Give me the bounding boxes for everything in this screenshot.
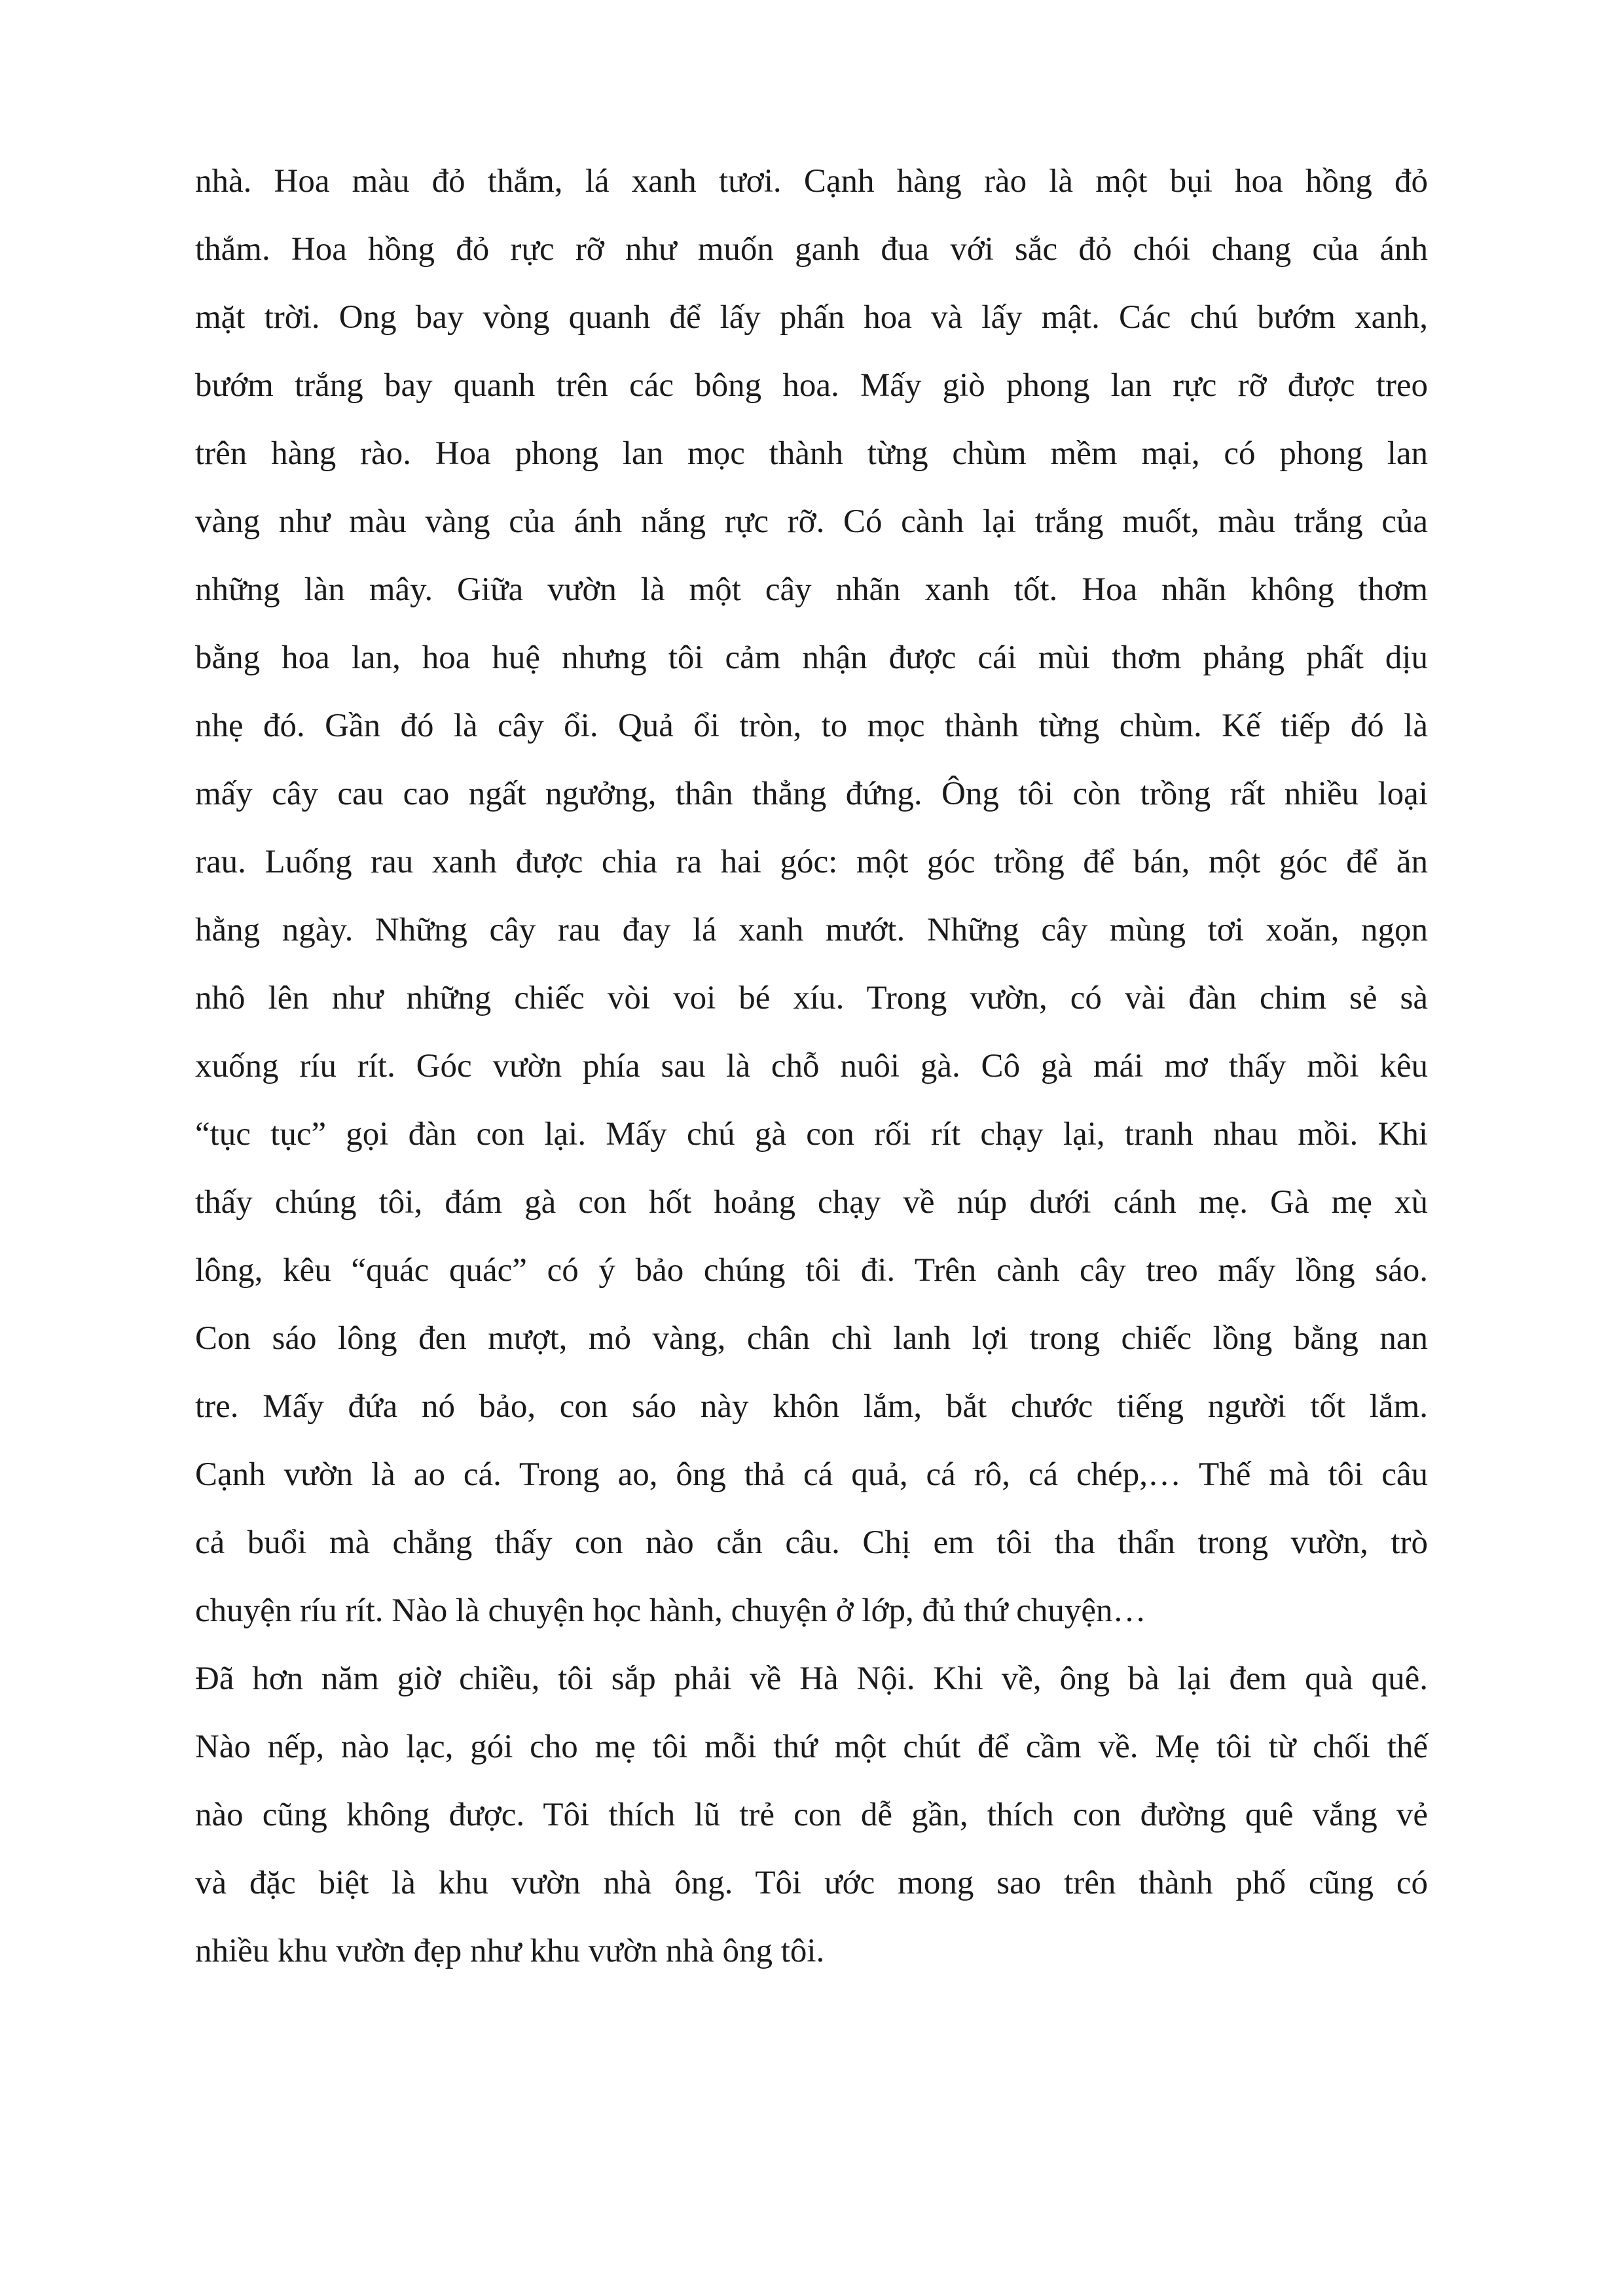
text-line: cả buổi mà chẳng thấy con nào cắn câu. Chị em tôi tha thẩn trong vườn, trò [195,1524,1428,1561]
text-line: bướm trắng bay quanh trên các bông hoa. Mấy giò phong lan rực rỡ được treo [195,367,1428,404]
text-line: và đặc biệt là khu vườn nhà ông. Tôi ước mong sao trên thành phố cũng có [195,1865,1428,1901]
text-line: Nào nếp, nào lạc, gói cho mẹ tôi mỗi thứ một chút để cầm về. Mẹ tôi từ chối thế [195,1729,1428,1765]
text-line: những làn mây. Giữa vườn là một cây nhãn xanh tốt. Hoa nhãn không thơm [195,571,1428,608]
text-line: Con sáo lông đen mượt, mỏ vàng, chân chì lanh lợi trong chiếc lồng bằng nan [195,1320,1428,1357]
text-line: lông, kêu “quác quác” có ý bảo chúng tôi đi. Trên cành cây treo mấy lồng sáo. [195,1252,1428,1289]
text-line: Đã hơn năm giờ chiều, tôi sắp phải về Hà Nội. Khi về, ông bà lại đem quà quê. [195,1660,1428,1697]
text-line: “tục tục” gọi đàn con lại. Mấy chú gà con rối rít chạy lại, tranh nhau mồi. Khi [195,1116,1428,1153]
text-line: nào cũng không được. Tôi thích lũ trẻ con dễ gần, thích con đường quê vắng vẻ [195,1797,1428,1833]
text-line: nhiều khu vườn đẹp như khu vườn nhà ông tôi. [195,1933,825,1969]
text-line: bằng hoa lan, hoa huệ nhưng tôi cảm nhận được cái mùi thơm phảng phất dịu [195,639,1428,676]
text-line: vàng như màu vàng của ánh nắng rực rỡ. Có cành lại trắng muốt, màu trắng của [195,503,1428,540]
text-line: mấy cây cau cao ngất ngưởng, thân thẳng đứng. Ông tôi còn trồng rất nhiều loại [195,776,1428,812]
body-text [195,147,1428,1985]
text-line: mặt trời. Ong bay vòng quanh để lấy phấn hoa và lấy mật. Các chú bướm xanh, [195,299,1428,336]
text-line: hằng ngày. Những cây rau đay lá xanh mướt. Những cây mùng tơi xoăn, ngọn [195,912,1428,948]
text-line: nhà. Hoa màu đỏ thắm, lá xanh tươi. Cạnh hàng rào là một bụi hoa hồng đỏ [195,163,1428,200]
text-line: nhẹ đó. Gần đó là cây ổi. Quả ổi tròn, to mọc thành từng chùm. Kế tiếp đó là [195,708,1428,744]
text-line: xuống ríu rít. Góc vườn phía sau là chỗ nuôi gà. Cô gà mái mơ thấy mồi kêu [195,1048,1428,1085]
text-line: trên hàng rào. Hoa phong lan mọc thành từng chùm mềm mại, có phong lan [195,435,1428,472]
text-line: rau. Luống rau xanh được chia ra hai góc: một góc trồng để bán, một góc để ăn [195,844,1428,880]
text-line: thắm. Hoa hồng đỏ rực rỡ như muốn ganh đua với sắc đỏ chói chang của ánh [195,231,1428,268]
text-line: Cạnh vườn là ao cá. Trong ao, ông thả cá quả, cá rô, cá chép,… Thế mà tôi câu [195,1456,1428,1493]
text-line: chuyện ríu rít. Nào là chuyện học hành, chuyện ở lớp, đủ thứ chuyện… [195,1592,1146,1629]
text-line: thấy chúng tôi, đám gà con hốt hoảng chạy về núp dưới cánh mẹ. Gà mẹ xù [195,1184,1428,1221]
text-line: nhô lên như những chiếc vòi voi bé xíu. Trong vườn, có vài đàn chim sẻ sà [195,980,1428,1016]
text-line: tre. Mấy đứa nó bảo, con sáo này khôn lắm, bắt chước tiếng người tốt lắm. [195,1388,1428,1425]
